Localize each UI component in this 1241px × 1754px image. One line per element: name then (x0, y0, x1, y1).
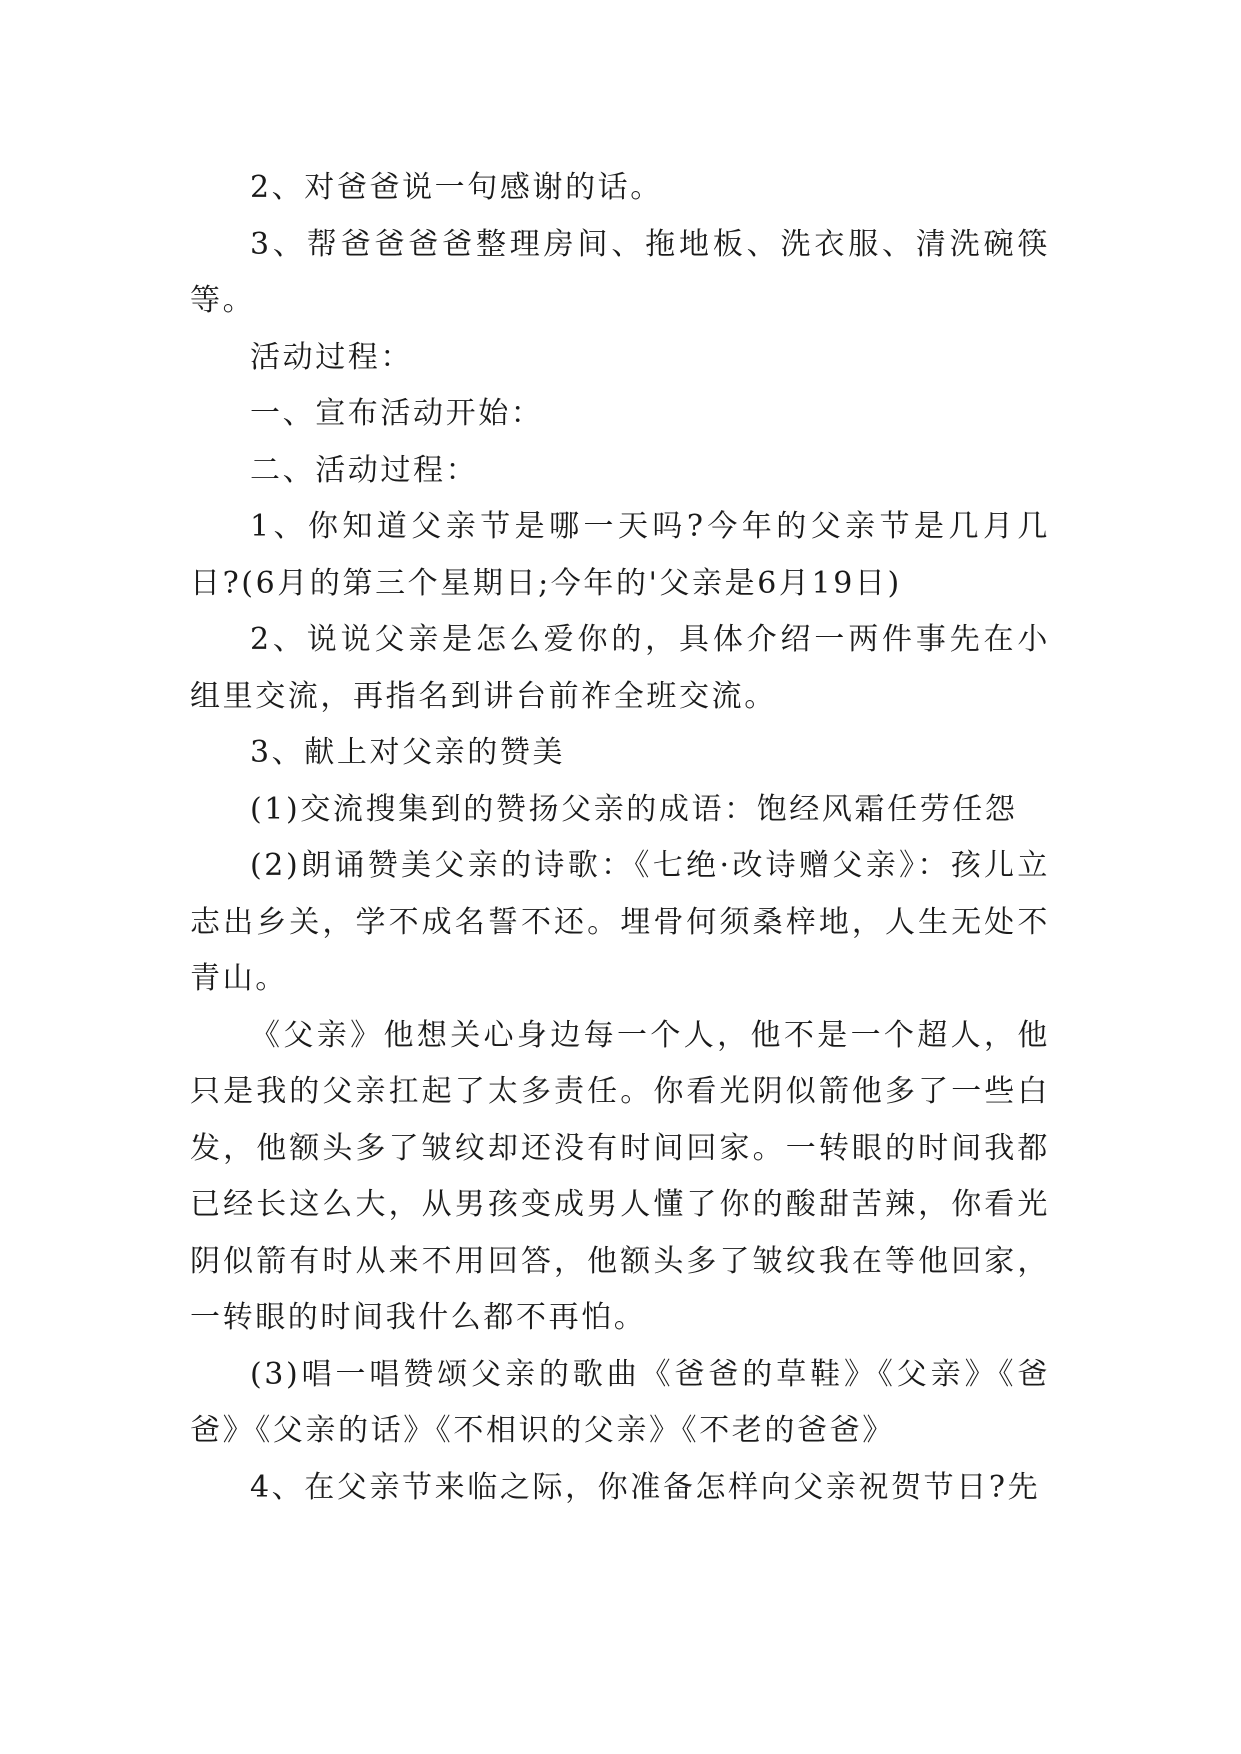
paragraph-poem: (2)朗诵赞美父亲的诗歌：《七绝·改诗赠父亲》：孩儿立志出乡关，学不成名誓不还。埋骨何须桑梓地，人生无处不青山。 (190, 848, 1050, 996)
paragraph-fathers-day-date: 1、你知道父亲节是哪一天吗?今年的父亲节是几月几日?(6月的第三个星期日;今年的'父亲是6月19日) (190, 509, 1050, 601)
paragraph-help-chores: 3、帮爸爸爸爸整理房间、拖地板、洗衣服、清洗碗筷等。 (190, 226, 1050, 318)
heading-announce-start: 一、宣布活动开始： (250, 396, 544, 431)
document-body (190, 160, 1050, 1516)
heading-activity-process: 活动过程： (250, 339, 413, 375)
heading-process-section: 二、活动过程： (250, 452, 479, 488)
paragraph-thank-dad: 2、对爸爸说一句感谢的话。 (250, 170, 663, 205)
paragraph-songs-list: (3)唱一唱赞颂父亲的歌曲《爸爸的草鞋》《父亲》《爸爸》《父亲的话》《不相识的父亲》《不老的爸爸》 (190, 1356, 1050, 1448)
paragraph-song-lyrics: 《父亲》他想关心身边每一个人，他不是一个超人，他只是我的父亲扛起了太多责任。你看光阴似箭他多了一些白发，他额头多了皱纹却还没有时间回家。一转眼的时间我都已经长这么大，从男孩变成男人懂了你的酸甜苦辣，你看光阴似箭有时从来不用回答，他额头多了皱纹我在等他回家，一转眼的时间我什么都不再怕。 (190, 1017, 1050, 1335)
heading-praise-father: 3、献上对父亲的赞美 (250, 735, 566, 770)
paragraph-how-father-loves: 2、说说父亲是怎么爱你的，具体介绍一两件事先在小组里交流，再指名到讲台前祚全班交流。 (190, 622, 1050, 714)
paragraph-celebrate: 4、在父亲节来临之际，你准备怎样向父亲祝贺节日?先 (250, 1469, 1041, 1505)
paragraph-idioms: (1)交流搜集到的赞扬父亲的成语：饱经风霜任劳任怨 (250, 791, 1018, 827)
